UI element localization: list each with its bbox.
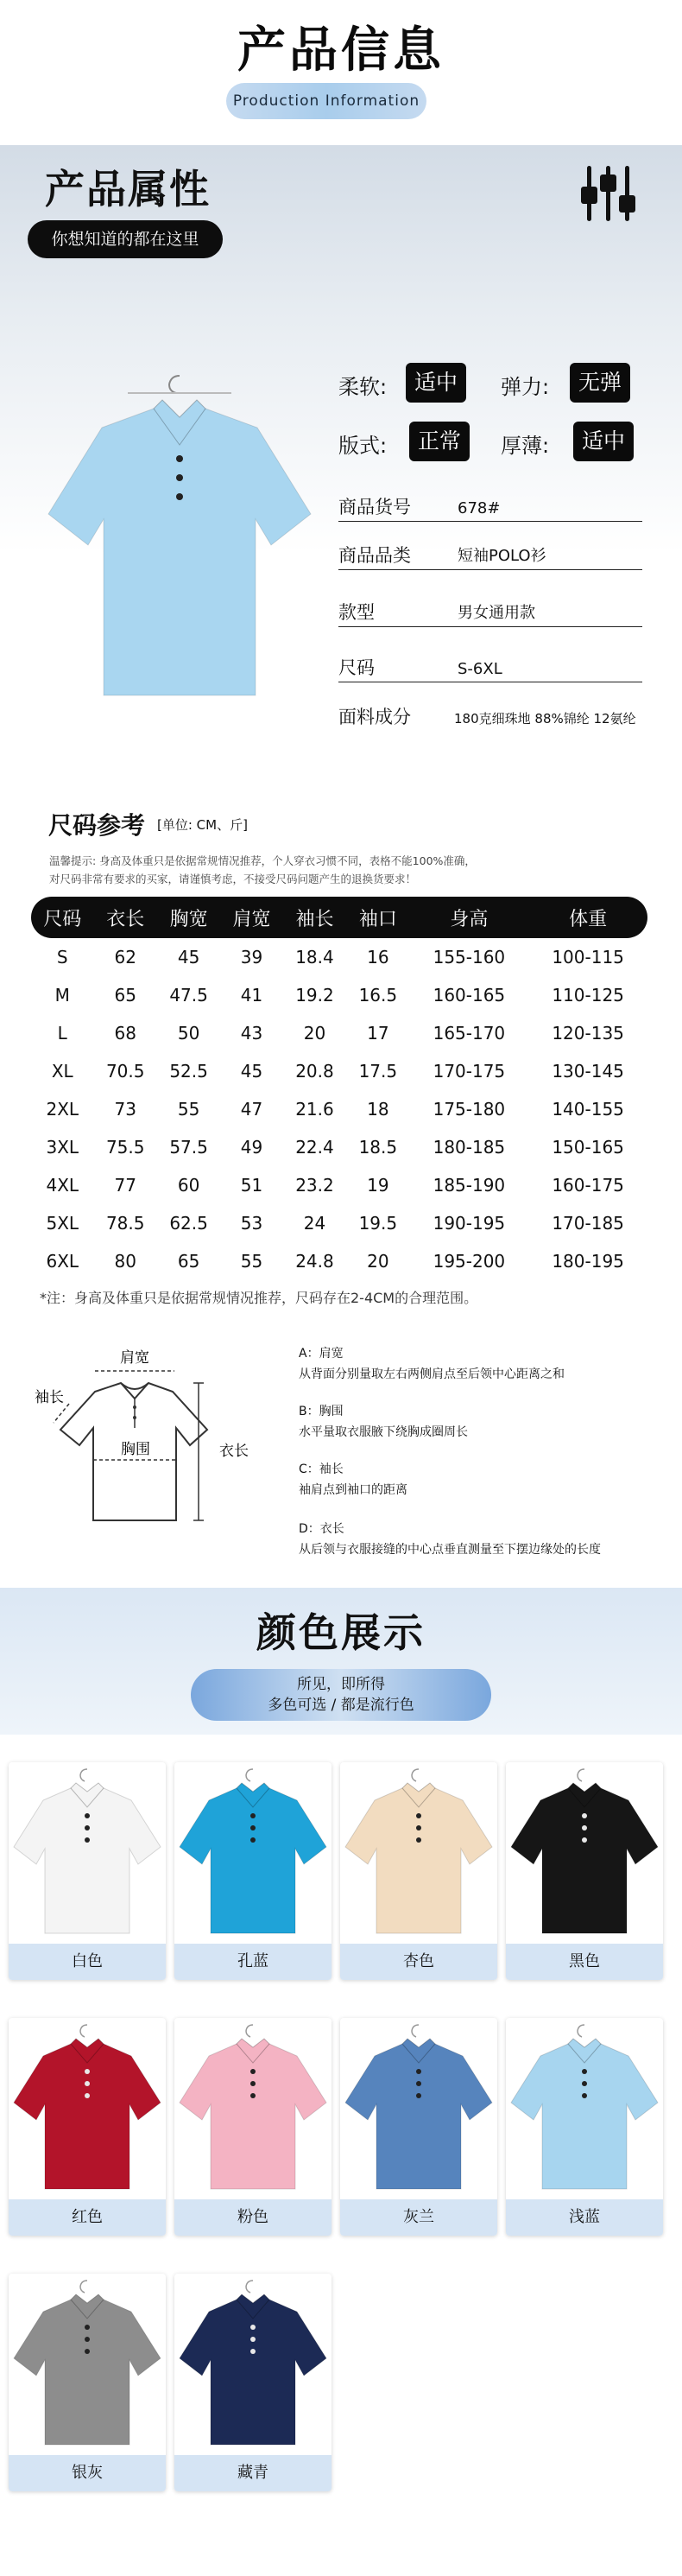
shirt-swatch-image: [9, 1762, 166, 1944]
size-col-header: 体重: [528, 897, 647, 938]
size-cell: 70.5: [105, 1061, 145, 1082]
measure-label-sleeve: 袖长: [35, 1389, 64, 1406]
size-cell: 20: [303, 1023, 326, 1044]
size-cell: XL: [51, 1061, 73, 1082]
size-cell: 60: [177, 1175, 200, 1196]
size-cell: 160-175: [552, 1175, 624, 1196]
color-name: 藏青: [174, 2455, 332, 2491]
size-cell: 52.5: [169, 1061, 208, 1082]
measure-item-desc: 从后领与衣服接缝的中心点垂直测量至下摆边缘处的长度: [299, 1543, 601, 1557]
size-cell: 41: [240, 985, 263, 1006]
size-cell: 185-190: [433, 1175, 506, 1196]
size-cell: 165-170: [433, 1023, 506, 1044]
size-cell: 20.8: [295, 1061, 334, 1082]
size-cell: 47.5: [169, 985, 208, 1006]
spec-value: 男女通用款: [458, 604, 535, 622]
size-cell: 65: [177, 1251, 200, 1272]
size-row: [31, 1014, 647, 1052]
size-row: [31, 1166, 647, 1204]
size-cell: 150-165: [552, 1137, 624, 1158]
size-cell: 155-160: [433, 947, 506, 968]
spec-row: [338, 496, 642, 522]
measure-label-length: 衣长: [219, 1443, 249, 1460]
size-col-header: 胸宽: [157, 897, 220, 938]
spec-key: 款型: [338, 602, 375, 623]
size-cell: 17.5: [358, 1061, 398, 1082]
measure-item-title: D：衣长: [299, 1522, 344, 1536]
shirt-swatch-image: [9, 2018, 166, 2199]
prop-value-badge: 适中: [406, 363, 466, 403]
size-cell: 100-115: [552, 947, 624, 968]
colors-subtitle-pill: [191, 1669, 491, 1721]
shirt-swatch-image: [340, 1762, 497, 1944]
size-cell: 21.6: [295, 1099, 334, 1120]
size-cell: 180-195: [552, 1251, 624, 1272]
size-col-header: 袖口: [346, 897, 409, 938]
color-card[interactable]: [9, 2018, 166, 2236]
size-row: [31, 976, 647, 1014]
prop-value-badge: 正常: [409, 422, 470, 461]
colors-line: 多色可选 / 都是流行色: [268, 1697, 414, 1714]
size-cell: 55: [240, 1251, 263, 1272]
prop-label: 柔软:: [338, 375, 388, 399]
spec-row: [338, 705, 642, 731]
size-cell: 45: [240, 1061, 263, 1082]
spec-value: 678#: [458, 499, 501, 517]
prop-value-badge: 适中: [573, 422, 634, 461]
size-cell: 23.2: [295, 1175, 334, 1196]
size-table: [31, 897, 647, 1280]
size-cell: 20: [367, 1251, 389, 1272]
size-row: [31, 1242, 647, 1280]
size-cell: 19: [367, 1175, 389, 1196]
size-cell: 19.2: [295, 985, 334, 1006]
size-cell: 17: [367, 1023, 389, 1044]
prop-label: 版式:: [338, 434, 388, 458]
size-cell: 62: [114, 947, 136, 968]
shirt-swatch-image: [174, 2018, 332, 2199]
measure-label-chest: 胸围: [121, 1441, 150, 1458]
spec-value: 短袖POLO衫: [458, 547, 546, 565]
page-subtitle-pill: Production Information: [226, 83, 426, 119]
color-name: 黑色: [506, 1944, 663, 1980]
measure-item: [299, 1459, 407, 1501]
size-cell: 190-195: [433, 1213, 506, 1234]
size-cell: L: [57, 1023, 67, 1044]
size-cell: 78.5: [105, 1213, 145, 1234]
color-card[interactable]: [506, 2018, 663, 2236]
size-cell: M: [54, 985, 70, 1006]
size-cell: 110-125: [552, 985, 624, 1006]
color-card[interactable]: [174, 1762, 332, 1980]
size-cell: 2XL: [46, 1099, 79, 1120]
spec-row: [338, 657, 642, 682]
spec-key: 商品货号: [338, 497, 411, 517]
size-cell: 6XL: [46, 1251, 79, 1272]
size-cell: 170-185: [552, 1213, 624, 1234]
size-cell: 75.5: [105, 1137, 145, 1158]
measure-item-title: B：胸围: [299, 1405, 344, 1418]
size-cell: 47: [240, 1099, 263, 1120]
color-card[interactable]: [506, 1762, 663, 1980]
attributes-subtitle: 你想知道的都在这里: [28, 220, 223, 258]
measure-item-desc: 从背面分别量取左右两侧肩点至后领中心距离之和: [299, 1367, 565, 1381]
size-col-header: 身高: [410, 897, 529, 938]
measure-item: [299, 1519, 601, 1560]
size-row: [31, 1052, 647, 1090]
color-name: 粉色: [174, 2199, 332, 2236]
size-cell: 39: [240, 947, 263, 968]
size-cell: 16.5: [358, 985, 398, 1006]
color-name: 浅蓝: [506, 2199, 663, 2236]
size-cell: 19.5: [358, 1213, 398, 1234]
size-cell: 57.5: [169, 1137, 208, 1158]
measure-item: [299, 1401, 468, 1443]
size-cell: 50: [177, 1023, 200, 1044]
spec-row: [338, 601, 642, 627]
size-note-line: 对尺码非常有要求的买家，请谨慎考虑，不接受尺码问题产生的退换货要求！: [49, 872, 417, 885]
size-cell: 24.8: [295, 1251, 334, 1272]
size-row: [31, 1090, 647, 1128]
size-cell: 160-165: [433, 985, 506, 1006]
size-cell: 43: [240, 1023, 263, 1044]
color-card[interactable]: [174, 2274, 332, 2491]
size-cell: 5XL: [46, 1213, 79, 1234]
colors-title: 颜色展示: [256, 1609, 426, 1656]
measure-item-desc: 水平量取衣服腋下绕胸成圈周长: [299, 1425, 468, 1439]
color-name: 孔蓝: [174, 1944, 332, 1980]
measure-item-title: A：肩宽: [299, 1347, 344, 1361]
size-note-line: 温馨提示: 身高及体重只是依据常规情况推荐，个人穿衣习惯不同，表格不能100%准确，: [49, 854, 476, 867]
prop-label: 弹力:: [501, 375, 550, 399]
size-col-header: 袖长: [283, 897, 346, 938]
shirt-swatch-image: [506, 2018, 663, 2199]
size-col-header: 尺码: [31, 897, 94, 938]
size-cell: 170-175: [433, 1061, 506, 1082]
size-cell: 55: [177, 1099, 200, 1120]
color-card[interactable]: [340, 2018, 497, 2236]
spec-value: 180克细珠地 88%锦纶 12氨纶: [454, 711, 636, 726]
colors-line: 所见，即所得: [297, 1676, 385, 1693]
size-cell: 24: [303, 1213, 326, 1234]
size-cell: 140-155: [552, 1099, 624, 1120]
color-card[interactable]: [9, 2274, 166, 2491]
spec-key: 面料成分: [338, 707, 411, 727]
main-shirt-image: [41, 367, 318, 713]
size-footnote: *注：身高及体重只是依据常规情况推荐，尺码存在2-4CM的合理范围。: [40, 1290, 478, 1306]
size-cell: 45: [177, 947, 200, 968]
size-cell: 4XL: [46, 1175, 79, 1196]
size-cell: 73: [114, 1099, 136, 1120]
size-cell: 130-145: [552, 1061, 624, 1082]
color-card[interactable]: [9, 1762, 166, 1980]
color-card[interactable]: [340, 1762, 497, 1980]
size-note: [49, 852, 654, 888]
attributes-title: 产品属性: [45, 166, 211, 213]
measure-label-shoulder: 肩宽: [120, 1349, 149, 1367]
measure-item: [299, 1343, 565, 1385]
size-cell: 65: [114, 985, 136, 1006]
size-col-header: 肩宽: [220, 897, 283, 938]
size-cell: 77: [114, 1175, 136, 1196]
settings-sliders-icon: [578, 162, 639, 225]
color-card[interactable]: [174, 2018, 332, 2236]
size-table-header: [31, 897, 647, 938]
color-name: 杏色: [340, 1944, 497, 1980]
page-title: 产品信息: [237, 22, 445, 79]
size-cell: 195-200: [433, 1251, 506, 1272]
size-cell: 175-180: [433, 1099, 506, 1120]
size-unit: [单位: CM、斤]: [157, 817, 248, 833]
size-cell: S: [56, 947, 68, 968]
spec-key: 商品品类: [338, 545, 411, 566]
size-cell: 62.5: [169, 1213, 208, 1234]
size-cell: 51: [240, 1175, 263, 1196]
size-cell: 49: [240, 1137, 263, 1158]
spec-row: [338, 544, 642, 570]
size-row: [31, 1128, 647, 1166]
size-cell: 18.5: [358, 1137, 398, 1158]
size-cell: 18.4: [295, 947, 334, 968]
shirt-swatch-image: [174, 2274, 332, 2455]
size-cell: 3XL: [46, 1137, 79, 1158]
size-cell: 180-185: [433, 1137, 506, 1158]
size-row: [31, 938, 647, 976]
size-cell: 16: [367, 947, 389, 968]
shirt-swatch-image: [174, 1762, 332, 1944]
color-name: 银灰: [9, 2455, 166, 2491]
prop-value-badge: 无弹: [570, 363, 630, 403]
size-row: [31, 1204, 647, 1242]
spec-key: 尺码: [338, 657, 375, 678]
shirt-swatch-image: [9, 2274, 166, 2455]
color-name: 灰兰: [340, 2199, 497, 2236]
color-name: 白色: [9, 1944, 166, 1980]
size-cell: 120-135: [552, 1023, 624, 1044]
spec-value: S-6XL: [458, 660, 502, 678]
size-cell: 22.4: [295, 1137, 334, 1158]
color-name: 红色: [9, 2199, 166, 2236]
size-title: 尺码参考: [48, 811, 146, 840]
shirt-swatch-image: [340, 2018, 497, 2199]
prop-label: 厚薄:: [501, 434, 550, 458]
measure-diagram: [35, 1343, 259, 1559]
measure-item-title: C：袖长: [299, 1462, 344, 1476]
size-cell: 18: [367, 1099, 389, 1120]
measure-item-desc: 袖肩点到袖口的距离: [299, 1483, 407, 1497]
shirt-swatch-image: [506, 1762, 663, 1944]
size-cell: 80: [114, 1251, 136, 1272]
size-cell: 53: [240, 1213, 263, 1234]
size-cell: 68: [114, 1023, 136, 1044]
size-col-header: 衣长: [94, 897, 157, 938]
